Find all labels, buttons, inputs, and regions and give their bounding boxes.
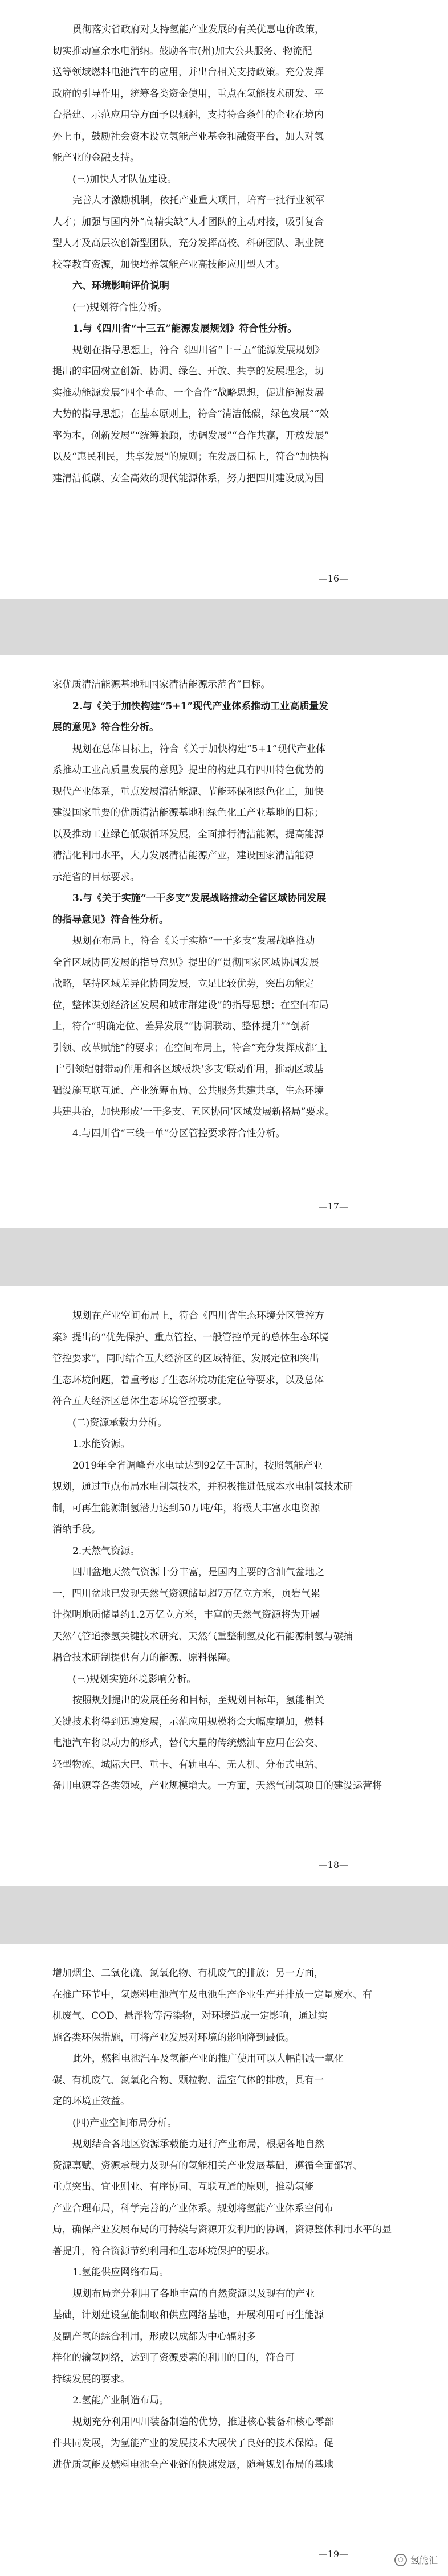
text-line: 上，符合“明确定位、差异发展”“协调联动、整体提升”“创新 (52, 1021, 310, 1032)
page-number: —19— (318, 2549, 348, 2559)
text-line: 2.氢能产业制造布局。 (72, 2395, 169, 2406)
text-line: 局，确保产业发展布局的可持续与资源开发利用的协调，资源整体利用水平的显 (52, 2224, 392, 2235)
text-line: 引领、改革赋能”的要求；在空间布局上，符合“充分发挥成都‘主 (52, 1042, 327, 1054)
text-line: 规划结合各地区资源承载能力进行产业布局，根据各地自然 (72, 2139, 324, 2150)
text-line: 符合五大经济区总体生态环境管控要求。 (52, 1396, 227, 1407)
text-line: 件共同发展，为氢能产业的发展技术大展伏了良好的技术保障。促 (52, 2438, 333, 2449)
text-line: 送等领域燃料电池汽车的应用，并出台相关支持政策。充分发挥 (52, 67, 324, 78)
text-line: 耦合技术研制提供有力的能源、原料保障。 (52, 1652, 237, 1663)
text-line: 计探明地质储量约1.2万亿立方米，丰富的天然气资源将为开展 (52, 1609, 320, 1621)
text-line: (一)规划符合性分析。 (72, 301, 168, 313)
text-line: 碳、有机废气、氮氧化合物、颗粒物、温室气体的排放，具有一 (52, 2074, 324, 2086)
text-line: 型人才及高层次创新型团队，充分发挥高校、科研团队、职业院 (52, 238, 324, 249)
page-number: —18— (318, 1859, 348, 1870)
section-heading: 六、环境影响评价说明 (72, 280, 169, 292)
text-line: 清洁化利用水平，大力发展清洁能源产业，建设国家清洁能源 (52, 850, 314, 861)
text-line: 现代产业体系，重点发展清洁能源、节能环保和绿色化工，加快 (52, 786, 324, 798)
section-heading: 2.与《关于加快构建“5+1”现代产业体系推动工业高质量发 (72, 700, 329, 712)
text-line: 建设国家重要的优质清洁能源基地和绿色化工产业基地的目标； (52, 807, 324, 819)
text-line: 样化的输氢网络，达到了资源要素的利用的目的，符合可 (52, 2352, 295, 2364)
text-line: 人才；加强与国内外“高精尖缺”人才团队的主动对接，吸引复合 (52, 216, 324, 228)
page-body (52, 1963, 396, 2476)
text-line: 规划在指导思想上，符合《四川省“十三五”能源发展规划》 (72, 344, 325, 356)
section-heading: 展的意见》符合性分析。 (52, 722, 159, 733)
text-line: 按照规划提出的发展任务和目标，至规划目标年，氢能相关 (72, 1695, 324, 1706)
text-line: 大势的指导思想；在基本原则上，符合“清洁低碳，绿色发展”“效 (52, 408, 329, 420)
text-line: 完善人才激励机制，依托产业重大项目，培育一批行业领军 (72, 195, 324, 206)
text-line: (四)产业空间布局分析。 (72, 2117, 177, 2129)
text-line: 著提升，符合资源节约利用和生态环境保护的要求。 (52, 2245, 275, 2257)
text-line: 2.天然气资源。 (72, 1545, 140, 1557)
text-line: 1.水能资源。 (72, 1438, 131, 1450)
text-line: 础设施互联互通、产业统筹布局、公共服务共建共享，生态环境 (52, 1085, 324, 1097)
text-line: 施各类环保措施，可将产业发展对环境的影响降到最低。 (52, 2031, 295, 2043)
document-page (0, 1286, 448, 1886)
text-line: 机废气、COD、悬浮物等污染物，对环境造成一定影响，通过实 (52, 2010, 328, 2022)
document-page (0, 655, 448, 1228)
text-line: 台搭建、示范应用等方面予以倾斜，支持符合条件的企业在境内 (52, 109, 324, 121)
text-line: 基础，计划建设氢能制取和供应网络基地，开展利用可再生能源 (52, 2309, 324, 2321)
text-line: 备用电源等各类领域，产业规模增大。一方面，天然气制氢项目的建设运营将 (52, 1780, 382, 1792)
text-line: (三)规划实施环境影响分析。 (72, 1673, 197, 1685)
text-line: 以及“惠民利民，共享发展”的原则；在发展目标上，符合“加快构 (52, 451, 329, 463)
text-line: 消纳手段。 (52, 1524, 101, 1535)
page-body (52, 19, 396, 489)
text-line: 以及推动工业绿色低碳循环发展，全面推行清洁能源，提高能源 (52, 828, 324, 840)
watermark (394, 2553, 438, 2566)
text-line: 资源禀赋、资源承载力及现有的氢能相关产业发展基础，遵循全面部署、 (52, 2160, 363, 2172)
document-page (0, 1944, 448, 2576)
text-line: 案》提出的“优先保护、重点管控、一般管控单元的总体生态环境 (52, 1331, 329, 1343)
text-line: 增加烟尘、二氧化硫、氮氧化物、有机废气的排放；另一方面， (52, 1968, 324, 1979)
text-line: 1.氢能供应网络布局。 (72, 2267, 169, 2278)
section-heading: 1.与《四川省“十三五”能源发展规划》符合性分析。 (72, 323, 298, 334)
text-line: 天然气管道掺氢关键技术研究、天然气重整制氢及化石能源制氢与碳捕 (52, 1630, 353, 1642)
text-line: 及副产氢的综合利用，形成以成都为中心辐射多 (52, 2330, 256, 2342)
text-line: 共建共治，加快形成‘一干多支、五区协同’区域发展新格局”要求。 (52, 1106, 335, 1118)
text-line: 率为本，创新发展”“统筹兼顾，协调发展”“合作共赢，开放发展” (52, 430, 329, 441)
text-line: 持续发展的要求。 (52, 2373, 130, 2385)
section-heading: 的指导意见》符合性分析。 (52, 914, 169, 926)
text-line: 规划在总体目标上，符合《关于加快构建“5+1”现代产业体 (72, 743, 326, 755)
page-number: —17— (318, 1201, 348, 1212)
text-line: 管控要求”，同时结合五大经济区的区域特征、发展定位和突出 (52, 1353, 319, 1364)
text-line: 家优质清洁能源基地和国家清洁能源示范省”目标。 (52, 679, 271, 690)
text-line: 示范省的目标要求。 (52, 871, 140, 883)
page-body (52, 674, 396, 1144)
text-line: 政府的引导作用，统筹各类资金使用，重点在氢能技术研发、平 (52, 88, 324, 100)
text-line: 实推动能源发展“四个革命、一个合作”战略思想，促进能源发展 (52, 387, 324, 399)
text-line: 规划在产业空间布局上，符合《四川省生态环境分区管控方 (72, 1310, 324, 1322)
text-line: 位，整体谋划经济区发展和城市群建设”的指导思想；在空间布局 (52, 999, 329, 1011)
text-line: 规划在布局上，符合《关于实施“一干多支”发展战略推动 (72, 935, 315, 947)
text-line: 系推动工业高质量发展的意见》提出的构建具有四川特色优势的 (52, 764, 324, 776)
section-heading: 3.与《关于实施“一干多支”发展战略推动全省区域协同发展 (72, 893, 327, 904)
text-line: (三)加快人才队伍建设。 (72, 173, 177, 185)
text-line: 建清洁低碳、安全高效的现代能源体系，努力把四川建设成为国 (52, 472, 324, 484)
text-line: 关键技术将得到迅速发展，示范应用规模将会大幅度增加，燃料 (52, 1716, 324, 1728)
text-line: (二)资源承载力分析。 (72, 1417, 168, 1429)
text-line: 战略，坚持区域差异化协同发展，立足比较优势，突出功能定 (52, 978, 314, 989)
text-line: 一，四川盆地已发现天然气资源储量超7万亿立方米，页岩气累 (52, 1588, 320, 1600)
text-line: 生态环境问题，着重考虑了生态环境功能定位等要求，以及总体 (52, 1374, 324, 1386)
text-line: 贯彻落实省政府对支持氢能产业发展的有关优惠电价政策， (72, 24, 324, 35)
page-number: —16— (318, 573, 348, 584)
text-line: 提出的牢固树立创新、协调、绿色、开放、共享的发展理念，切 (52, 366, 324, 377)
document-page (0, 0, 448, 599)
text-line: 轻型物流、城际大巴、重卡、有轨电车、无人机、分布式电站、 (52, 1759, 324, 1771)
text-line: 重点突出、宜业则业、有序协同、互联互通的原则，推动氢能 (52, 2181, 314, 2193)
text-line: 进优质氢能及燃料电池全产业链的快速发展，随着规划布局的基地 (52, 2459, 333, 2471)
text-line: 能产业的金融支持。 (52, 152, 140, 163)
page-body (52, 1306, 396, 1797)
text-line: 外上市，鼓励社会资本设立氢能产业基金和融资平台，加大对氢 (52, 130, 324, 142)
text-line: 切实推动富余水电消纳。鼓励各市(州)加大公共服务、物流配 (52, 45, 312, 57)
text-line: 四川盆地天然气资源十分丰富，是国内主要的含油气盆地之 (72, 1567, 324, 1578)
text-line: 此外，燃料电池汽车及氢能产业的推广使用可以大幅削减一氧化 (72, 2053, 344, 2064)
text-line: 电池汽车将以动力的形式，替代大量的传统燃油车应用在公交、 (52, 1737, 324, 1749)
text-line: 校等教育资源，加快培养氢能产业高技能应用型人才。 (52, 259, 285, 271)
watermark-text: 氢能汇 (410, 2555, 438, 2566)
text-line: 规划充分利用四川装备制造的优势，推进核心装备和核心零部 (72, 2416, 334, 2428)
text-line: 2019年全省调峰弃水电量达到92亿千瓦时，按照氢能产业 (72, 1459, 323, 1471)
text-line: 定的环境正效益。 (52, 2096, 130, 2107)
text-line: 制，可再生能源制氢潜力达到50万吨/年，将极大丰富水电资源 (52, 1502, 320, 1514)
brand-logo-icon: ⬡ (394, 2554, 407, 2566)
text-line: 4.与四川省“三线一单”分区管控要求符合性分析。 (72, 1127, 286, 1139)
text-line: 在推广环节中，氢燃料电池汽车及电池生产企业生产并排放一定量废水、有 (52, 1989, 372, 2001)
text-line: 产业合理布局，科学完善的产业体系。规划将氢能产业体系空间布 (52, 2202, 333, 2214)
text-line: 全省区域协同发展的指导意见》提出的“贯彻国家区域协调发展 (52, 956, 319, 968)
text-line: 规划，通过重点布局水电制氢技术，并积极推进低成本水电制氢技术研 (52, 1481, 353, 1493)
text-line: 规划布局充分利用了各地丰富的自然资源以及现有的产业 (72, 2288, 315, 2300)
text-line: 干’引领辐射带动作用和各区域板块‘多支’联动作用，推动区域基 (52, 1064, 324, 1075)
